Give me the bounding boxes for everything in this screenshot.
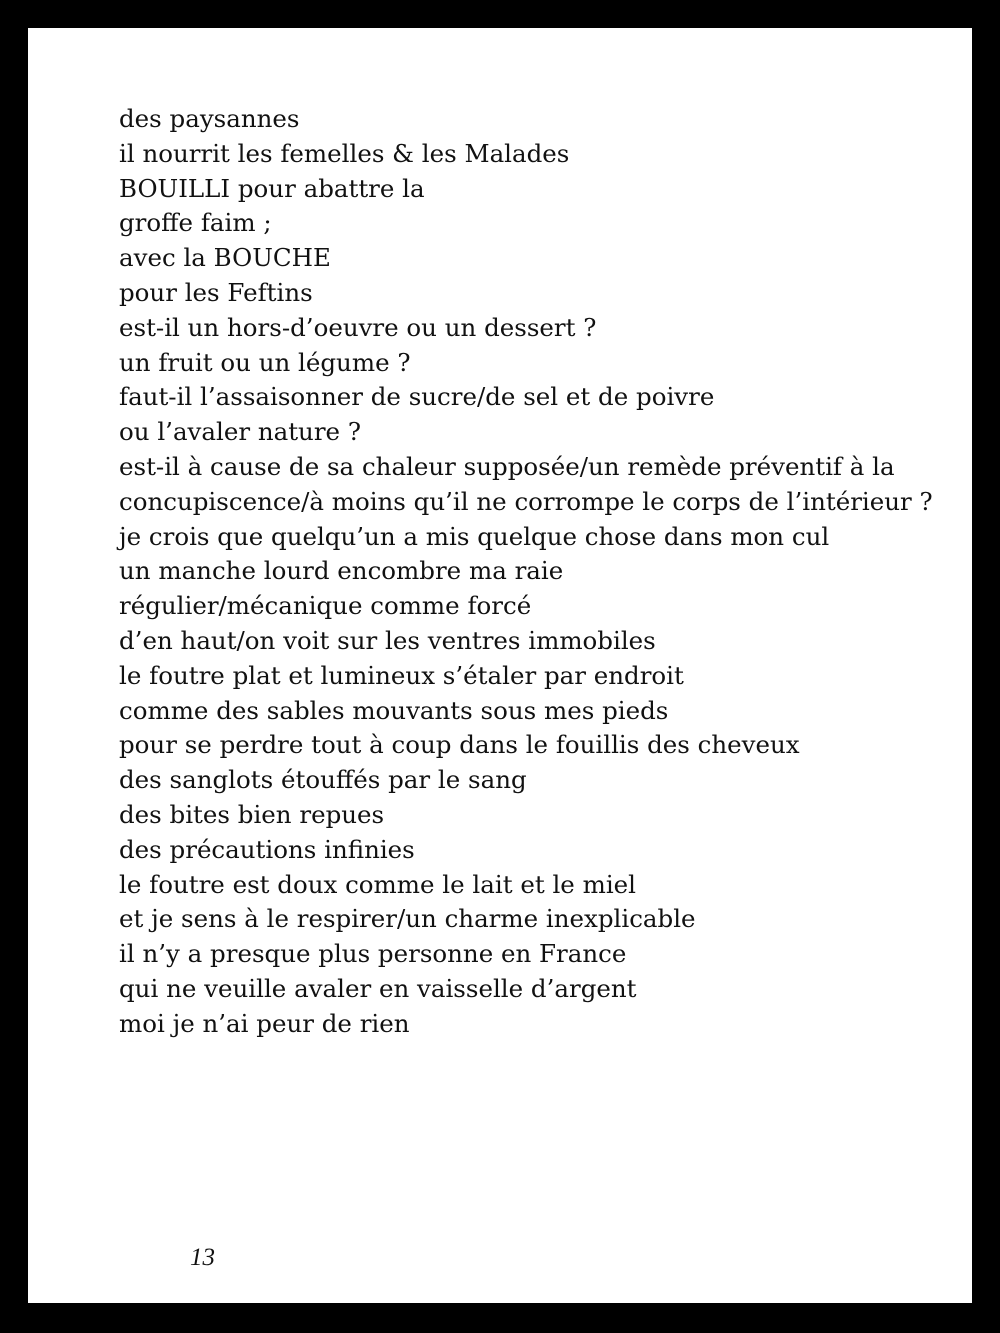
poem-line: le foutre est doux comme le lait et le miel (119, 869, 637, 899)
poem-line: comme des sables mouvants sous mes pieds (119, 695, 669, 725)
poem-line: qui ne veuille avaler en vaisselle d’argent (119, 973, 637, 1003)
page (28, 28, 972, 1303)
poem-line: des sanglots étouffés par le sang (119, 765, 527, 795)
poem-line: des bites bien repues (119, 799, 385, 829)
poem-line: et je sens à le respirer/un charme inexplicable (119, 904, 696, 934)
poem-line: des précautions infinies (119, 834, 415, 864)
poem-line: ou l’avaler nature ? (119, 417, 361, 447)
poem-line: il n’y a presque plus personne en France (119, 939, 627, 969)
poem-line: BOUILLI pour abattre la (119, 173, 425, 203)
poem-line: pour les Feftins (119, 277, 313, 307)
poem-line: concupiscence/à moins qu’il ne corrompe le corps de l’intérieur ? (119, 486, 933, 516)
poem-line: un fruit ou un légume ? (119, 347, 411, 377)
page-number: 13 (190, 1244, 215, 1271)
poem-text (119, 102, 933, 1042)
poem-line: il nourrit les femelles & les Malades (119, 138, 570, 168)
poem-line: d’en haut/on voit sur les ventres immobiles (119, 625, 656, 655)
poem-line: faut-il l’assaisonner de sucre/de sel et de poivre (119, 382, 715, 412)
poem-line: avec la BOUCHE (119, 243, 331, 273)
poem-line: pour se perdre tout à coup dans le fouillis des cheveux (119, 730, 800, 760)
poem-line: est-il à cause de sa chaleur supposée/un remède préventif à la (119, 451, 895, 481)
poem-line: un manche lourd encombre ma raie (119, 556, 564, 586)
poem-line: groffe faim ; (119, 208, 272, 238)
poem-line: moi je n’ai peur de rien (119, 1008, 410, 1038)
poem-line: je crois que quelqu’un a mis quelque chose dans mon cul (119, 521, 830, 551)
poem-line: régulier/mécanique comme forcé (119, 591, 532, 621)
poem-line: est-il un hors-d’oeuvre ou un dessert ? (119, 312, 597, 342)
poem-line: des paysannes (119, 104, 300, 133)
poem-line: le foutre plat et lumineux s’étaler par endroit (119, 660, 684, 690)
